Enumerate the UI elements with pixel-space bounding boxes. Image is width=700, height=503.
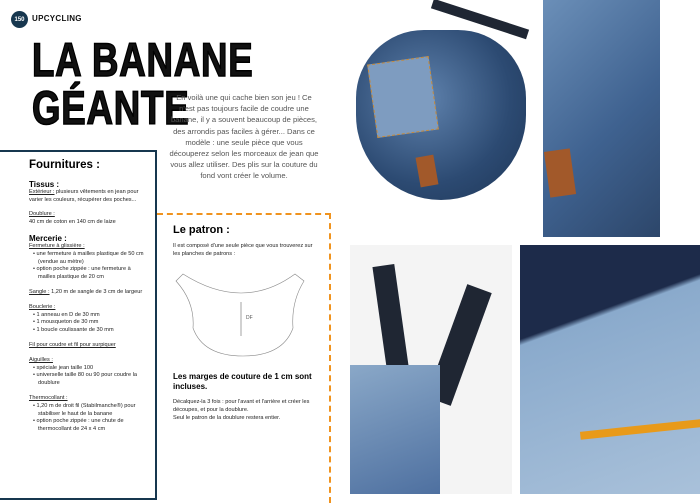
zipper-label: Fermeture à glissière : <box>29 242 85 249</box>
title-line-2: GÉANTE <box>32 81 190 134</box>
trace-instructions: Décalquez-la 3 fois : pour l'avant et l'arrière et créer les découpes, et pour la doublure. <box>173 399 310 414</box>
list-item: • 1 mousqueton de 30 mm <box>33 319 145 327</box>
list-item: • option poche zippée : une chute de thermocollant de 24 x 4 cm <box>33 418 145 434</box>
bag-photo-front <box>350 0 536 237</box>
bag-photo-zipper <box>520 245 700 494</box>
pattern-diagram <box>173 272 319 364</box>
title-line-1: LA BANANE <box>32 33 254 86</box>
intro-text: En voilà une qui cache bien son jeu ! Ce n'est pas toujours facile de coudre une banane, il y a souvent beaucoup de pièces, des arrondis pas faciles à gérer... Dans ce modèle : une seule pièce que vous découperez selon les morceaux de jean que vous allez utiliser. Des plis sur la couture du fond vont créer le volume. <box>169 93 319 181</box>
seam-allowance-note: Les marges de couture de 1 cm sont incluses. <box>173 372 312 392</box>
list-item: • option poche zippée : une fermeture à mailles plastique de 20 cm <box>33 266 145 282</box>
grain-label: DF <box>246 315 253 322</box>
list-item: • spéciale jean taille 100 <box>33 365 145 373</box>
bag-photo-pocket <box>543 0 700 237</box>
hardware-label: Bouclerie : <box>29 303 56 310</box>
pattern-box <box>157 213 331 503</box>
list-item: • une fermeture à mailles plastique de 50 cm (vendue au mètre) <box>33 251 145 267</box>
notions-heading: Mercerie : <box>29 233 67 243</box>
bag-photo-strap <box>350 245 512 494</box>
supplies-heading: Fournitures : <box>29 159 100 171</box>
pattern-text: Il est composé d'une seule pièce que vous trouverez sur les planches de patrons : <box>173 242 313 257</box>
exterior-label: Extérieur : <box>29 188 55 195</box>
section-label: UPCYCLING <box>32 14 82 23</box>
list-item: • universelle taille 80 ou 90 pour coudre la doublure <box>33 372 145 388</box>
pattern-heading: Le patron : <box>173 224 230 236</box>
list-item: • 1,20 m de droit fil (Stabilmanche®) pour stabiliser le haut de la banane <box>33 403 145 419</box>
list-item: • 1 anneau en D de 30 mm <box>33 312 145 320</box>
lining-text: 40 cm de coton en 140 cm de laize <box>29 219 116 226</box>
needles-label: Aiguilles : <box>29 356 53 363</box>
page-number-badge: 150 <box>11 11 28 28</box>
lining-note: Seul le patron de la doublure restera entier. <box>173 414 281 421</box>
interfacing-label: Thermocollant : <box>29 394 68 401</box>
supplies-box <box>0 150 157 500</box>
exterior-text: plusieurs vêtements en jean pour varier les couleurs, récupérer des poches... <box>29 188 139 203</box>
list-item: • 1 boucle coulissante de 30 mm <box>33 327 145 335</box>
lining-label: Doublure : <box>29 211 55 218</box>
thread-label: Fil pour coudre et fil pour surpiquer <box>29 341 116 348</box>
strap-text: 1,20 m de sangle de 3 cm de largeur <box>49 288 143 295</box>
fabric-heading: Tissus : <box>29 179 60 189</box>
strap-label: Sangle : <box>29 288 50 295</box>
